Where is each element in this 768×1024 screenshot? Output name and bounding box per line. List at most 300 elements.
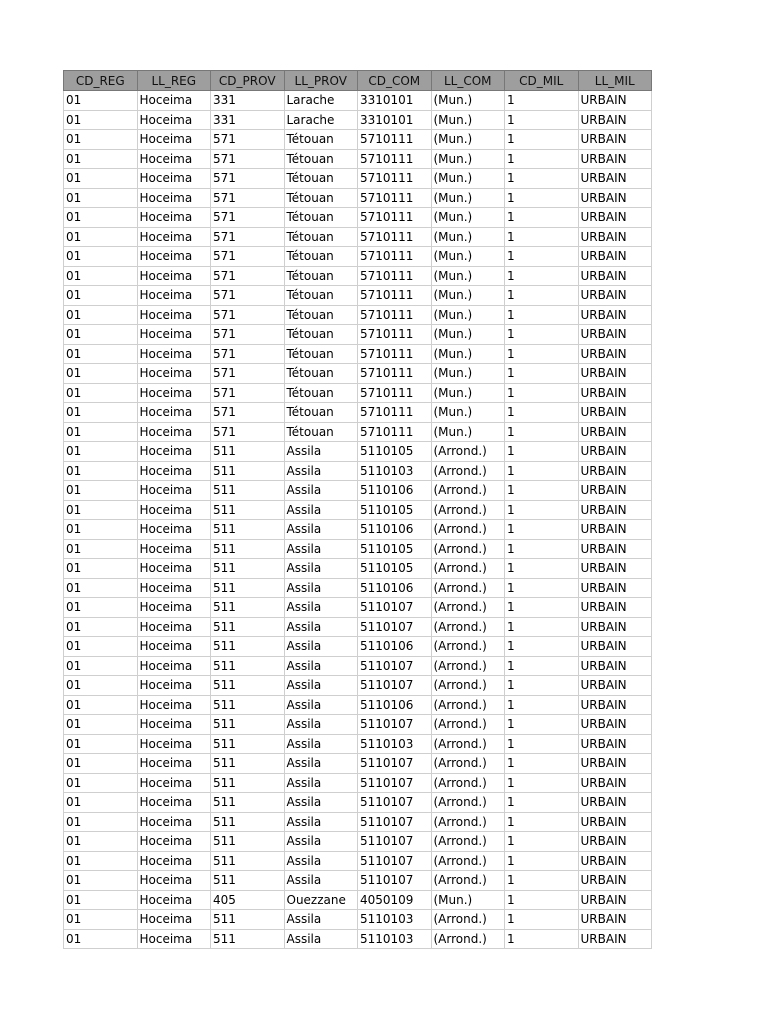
cell-cd-reg[interactable]: 01 <box>64 539 138 559</box>
cell-ll-com[interactable]: (Arrond.) <box>431 773 505 793</box>
cell-cd-com[interactable]: 5710111 <box>358 266 432 286</box>
cell-cd-mil[interactable]: 1 <box>505 149 579 169</box>
cell-ll-mil[interactable]: URBAIN <box>578 149 652 169</box>
cell-cd-reg[interactable]: 01 <box>64 286 138 306</box>
cell-ll-reg[interactable]: Hoceima <box>137 227 211 247</box>
cell-cd-mil[interactable]: 1 <box>505 793 579 813</box>
cell-cd-prov[interactable]: 571 <box>211 169 285 189</box>
cell-cd-mil[interactable]: 1 <box>505 773 579 793</box>
cell-ll-prov[interactable]: Tétouan <box>284 149 358 169</box>
cell-ll-mil[interactable]: URBAIN <box>578 422 652 442</box>
cell-ll-reg[interactable]: Hoceima <box>137 910 211 930</box>
cell-cd-reg[interactable]: 01 <box>64 637 138 657</box>
cell-cd-com[interactable]: 5110106 <box>358 481 432 501</box>
cell-cd-mil[interactable]: 1 <box>505 500 579 520</box>
cell-ll-reg[interactable]: Hoceima <box>137 773 211 793</box>
cell-cd-mil[interactable]: 1 <box>505 247 579 267</box>
cell-ll-com[interactable]: (Arrond.) <box>431 832 505 852</box>
cell-cd-prov[interactable]: 511 <box>211 559 285 579</box>
cell-ll-com[interactable]: (Arrond.) <box>431 520 505 540</box>
cell-cd-prov[interactable]: 571 <box>211 422 285 442</box>
cell-ll-mil[interactable]: URBAIN <box>578 812 652 832</box>
cell-ll-reg[interactable]: Hoceima <box>137 442 211 462</box>
cell-cd-prov[interactable]: 511 <box>211 812 285 832</box>
cell-ll-reg[interactable]: Hoceima <box>137 247 211 267</box>
cell-ll-prov[interactable]: Assila <box>284 520 358 540</box>
cell-ll-reg[interactable]: Hoceima <box>137 110 211 130</box>
cell-cd-mil[interactable]: 1 <box>505 617 579 637</box>
cell-ll-prov[interactable]: Tétouan <box>284 364 358 384</box>
column-header-cd-mil[interactable]: CD_MIL <box>505 71 579 91</box>
cell-cd-mil[interactable]: 1 <box>505 344 579 364</box>
cell-ll-reg[interactable]: Hoceima <box>137 520 211 540</box>
cell-ll-mil[interactable]: URBAIN <box>578 695 652 715</box>
cell-cd-prov[interactable]: 511 <box>211 793 285 813</box>
cell-cd-mil[interactable]: 1 <box>505 227 579 247</box>
cell-cd-prov[interactable]: 511 <box>211 676 285 696</box>
cell-ll-mil[interactable]: URBAIN <box>578 208 652 228</box>
cell-cd-reg[interactable]: 01 <box>64 793 138 813</box>
cell-ll-com[interactable]: (Arrond.) <box>431 637 505 657</box>
cell-cd-prov[interactable]: 511 <box>211 871 285 891</box>
cell-ll-prov[interactable]: Assila <box>284 793 358 813</box>
cell-ll-prov[interactable]: Assila <box>284 929 358 949</box>
cell-ll-prov[interactable]: Larache <box>284 91 358 111</box>
column-header-ll-prov[interactable]: LL_PROV <box>284 71 358 91</box>
cell-cd-prov[interactable]: 571 <box>211 247 285 267</box>
cell-ll-com[interactable]: (Mun.) <box>431 227 505 247</box>
cell-cd-prov[interactable]: 511 <box>211 754 285 774</box>
cell-ll-reg[interactable]: Hoceima <box>137 539 211 559</box>
cell-cd-mil[interactable]: 1 <box>505 520 579 540</box>
cell-ll-com[interactable]: (Mun.) <box>431 325 505 345</box>
cell-ll-prov[interactable]: Assila <box>284 773 358 793</box>
cell-ll-prov[interactable]: Assila <box>284 637 358 657</box>
cell-cd-mil[interactable]: 1 <box>505 695 579 715</box>
cell-ll-prov[interactable]: Assila <box>284 578 358 598</box>
cell-cd-reg[interactable]: 01 <box>64 773 138 793</box>
cell-ll-com[interactable]: (Arrond.) <box>431 695 505 715</box>
cell-cd-mil[interactable]: 1 <box>505 325 579 345</box>
cell-ll-mil[interactable]: URBAIN <box>578 403 652 423</box>
cell-ll-prov[interactable]: Assila <box>284 598 358 618</box>
cell-ll-reg[interactable]: Hoceima <box>137 617 211 637</box>
cell-ll-prov[interactable]: Assila <box>284 676 358 696</box>
cell-cd-mil[interactable]: 1 <box>505 130 579 150</box>
cell-cd-com[interactable]: 5110105 <box>358 539 432 559</box>
cell-cd-mil[interactable]: 1 <box>505 656 579 676</box>
cell-ll-reg[interactable]: Hoceima <box>137 676 211 696</box>
cell-ll-prov[interactable]: Assila <box>284 851 358 871</box>
cell-ll-prov[interactable]: Tétouan <box>284 403 358 423</box>
cell-ll-mil[interactable]: URBAIN <box>578 481 652 501</box>
cell-cd-reg[interactable]: 01 <box>64 715 138 735</box>
cell-cd-com[interactable]: 5110107 <box>358 754 432 774</box>
cell-ll-mil[interactable]: URBAIN <box>578 539 652 559</box>
cell-ll-mil[interactable]: URBAIN <box>578 266 652 286</box>
cell-ll-com[interactable]: (Mun.) <box>431 110 505 130</box>
cell-ll-mil[interactable]: URBAIN <box>578 617 652 637</box>
cell-ll-prov[interactable]: Tétouan <box>284 266 358 286</box>
cell-ll-com[interactable]: (Mun.) <box>431 344 505 364</box>
cell-cd-reg[interactable]: 01 <box>64 325 138 345</box>
cell-ll-reg[interactable]: Hoceima <box>137 286 211 306</box>
cell-cd-mil[interactable]: 1 <box>505 734 579 754</box>
cell-ll-reg[interactable]: Hoceima <box>137 481 211 501</box>
cell-cd-mil[interactable]: 1 <box>505 910 579 930</box>
cell-cd-reg[interactable]: 01 <box>64 754 138 774</box>
cell-ll-com[interactable]: (Arrond.) <box>431 500 505 520</box>
cell-ll-mil[interactable]: URBAIN <box>578 734 652 754</box>
cell-cd-com[interactable]: 5710111 <box>358 383 432 403</box>
cell-cd-prov[interactable]: 331 <box>211 91 285 111</box>
cell-ll-mil[interactable]: URBAIN <box>578 929 652 949</box>
cell-ll-mil[interactable]: URBAIN <box>578 110 652 130</box>
column-header-ll-mil[interactable]: LL_MIL <box>578 71 652 91</box>
cell-cd-reg[interactable]: 01 <box>64 520 138 540</box>
cell-ll-reg[interactable]: Hoceima <box>137 793 211 813</box>
cell-ll-com[interactable]: (Mun.) <box>431 247 505 267</box>
cell-ll-prov[interactable]: Tétouan <box>284 130 358 150</box>
cell-ll-com[interactable]: (Arrond.) <box>431 871 505 891</box>
cell-ll-prov[interactable]: Tétouan <box>284 227 358 247</box>
cell-cd-prov[interactable]: 511 <box>211 851 285 871</box>
cell-ll-mil[interactable]: URBAIN <box>578 130 652 150</box>
cell-ll-prov[interactable]: Assila <box>284 617 358 637</box>
cell-cd-reg[interactable]: 01 <box>64 578 138 598</box>
cell-ll-mil[interactable]: URBAIN <box>578 442 652 462</box>
cell-cd-prov[interactable]: 511 <box>211 695 285 715</box>
cell-cd-prov[interactable]: 511 <box>211 500 285 520</box>
cell-ll-prov[interactable]: Assila <box>284 715 358 735</box>
cell-ll-reg[interactable]: Hoceima <box>137 344 211 364</box>
cell-ll-com[interactable]: (Arrond.) <box>431 676 505 696</box>
cell-cd-com[interactable]: 5110107 <box>358 598 432 618</box>
cell-cd-reg[interactable]: 01 <box>64 169 138 189</box>
cell-cd-com[interactable]: 5110107 <box>358 676 432 696</box>
cell-ll-prov[interactable]: Tétouan <box>284 208 358 228</box>
cell-cd-mil[interactable]: 1 <box>505 539 579 559</box>
cell-ll-com[interactable]: (Mun.) <box>431 383 505 403</box>
cell-ll-mil[interactable]: URBAIN <box>578 715 652 735</box>
cell-cd-com[interactable]: 5710111 <box>358 305 432 325</box>
cell-cd-reg[interactable]: 01 <box>64 871 138 891</box>
cell-ll-com[interactable]: (Mun.) <box>431 130 505 150</box>
cell-ll-reg[interactable]: Hoceima <box>137 149 211 169</box>
cell-ll-com[interactable]: (Arrond.) <box>431 481 505 501</box>
cell-ll-prov[interactable]: Tétouan <box>284 344 358 364</box>
cell-cd-prov[interactable]: 571 <box>211 130 285 150</box>
cell-cd-com[interactable]: 5710111 <box>358 227 432 247</box>
cell-cd-com[interactable]: 5710111 <box>358 149 432 169</box>
cell-cd-com[interactable]: 5710111 <box>358 364 432 384</box>
cell-cd-reg[interactable]: 01 <box>64 695 138 715</box>
cell-cd-reg[interactable]: 01 <box>64 676 138 696</box>
cell-ll-reg[interactable]: Hoceima <box>137 695 211 715</box>
cell-cd-com[interactable]: 3310101 <box>358 91 432 111</box>
column-header-ll-com[interactable]: LL_COM <box>431 71 505 91</box>
cell-ll-com[interactable]: (Arrond.) <box>431 559 505 579</box>
cell-cd-com[interactable]: 5110106 <box>358 637 432 657</box>
cell-ll-mil[interactable]: URBAIN <box>578 461 652 481</box>
cell-cd-prov[interactable]: 511 <box>211 715 285 735</box>
cell-ll-mil[interactable]: URBAIN <box>578 578 652 598</box>
cell-cd-reg[interactable]: 01 <box>64 364 138 384</box>
cell-cd-prov[interactable]: 511 <box>211 617 285 637</box>
cell-cd-mil[interactable]: 1 <box>505 929 579 949</box>
cell-cd-mil[interactable]: 1 <box>505 110 579 130</box>
cell-cd-mil[interactable]: 1 <box>505 715 579 735</box>
cell-ll-reg[interactable]: Hoceima <box>137 364 211 384</box>
cell-ll-com[interactable]: (Mun.) <box>431 305 505 325</box>
cell-cd-mil[interactable]: 1 <box>505 559 579 579</box>
cell-cd-mil[interactable]: 1 <box>505 461 579 481</box>
cell-ll-reg[interactable]: Hoceima <box>137 929 211 949</box>
cell-ll-mil[interactable]: URBAIN <box>578 559 652 579</box>
cell-ll-reg[interactable]: Hoceima <box>137 851 211 871</box>
cell-ll-prov[interactable]: Assila <box>284 559 358 579</box>
cell-ll-mil[interactable]: URBAIN <box>578 851 652 871</box>
column-header-cd-reg[interactable]: CD_REG <box>64 71 138 91</box>
cell-cd-reg[interactable]: 01 <box>64 734 138 754</box>
cell-ll-mil[interactable]: URBAIN <box>578 793 652 813</box>
cell-cd-com[interactable]: 5110107 <box>358 715 432 735</box>
cell-ll-com[interactable]: (Mun.) <box>431 208 505 228</box>
cell-ll-mil[interactable]: URBAIN <box>578 520 652 540</box>
cell-cd-mil[interactable]: 1 <box>505 91 579 111</box>
cell-ll-mil[interactable]: URBAIN <box>578 773 652 793</box>
cell-ll-reg[interactable]: Hoceima <box>137 656 211 676</box>
cell-ll-reg[interactable]: Hoceima <box>137 871 211 891</box>
cell-cd-prov[interactable]: 571 <box>211 286 285 306</box>
cell-ll-prov[interactable]: Tétouan <box>284 247 358 267</box>
cell-ll-com[interactable]: (Arrond.) <box>431 851 505 871</box>
cell-cd-reg[interactable]: 01 <box>64 442 138 462</box>
cell-cd-prov[interactable]: 511 <box>211 832 285 852</box>
cell-ll-reg[interactable]: Hoceima <box>137 734 211 754</box>
cell-cd-prov[interactable]: 511 <box>211 520 285 540</box>
cell-ll-reg[interactable]: Hoceima <box>137 559 211 579</box>
cell-cd-mil[interactable]: 1 <box>505 851 579 871</box>
cell-ll-reg[interactable]: Hoceima <box>137 637 211 657</box>
cell-ll-reg[interactable]: Hoceima <box>137 208 211 228</box>
cell-cd-mil[interactable]: 1 <box>505 754 579 774</box>
cell-ll-prov[interactable]: Assila <box>284 734 358 754</box>
cell-cd-reg[interactable]: 01 <box>64 422 138 442</box>
cell-ll-reg[interactable]: Hoceima <box>137 188 211 208</box>
column-header-cd-com[interactable]: CD_COM <box>358 71 432 91</box>
cell-ll-mil[interactable]: URBAIN <box>578 637 652 657</box>
cell-ll-com[interactable]: (Mun.) <box>431 149 505 169</box>
cell-cd-prov[interactable]: 511 <box>211 578 285 598</box>
cell-ll-reg[interactable]: Hoceima <box>137 305 211 325</box>
cell-cd-reg[interactable]: 01 <box>64 383 138 403</box>
cell-cd-mil[interactable]: 1 <box>505 578 579 598</box>
cell-ll-mil[interactable]: URBAIN <box>578 910 652 930</box>
cell-cd-com[interactable]: 5110105 <box>358 500 432 520</box>
cell-cd-mil[interactable]: 1 <box>505 169 579 189</box>
cell-ll-com[interactable]: (Arrond.) <box>431 598 505 618</box>
cell-ll-com[interactable]: (Arrond.) <box>431 715 505 735</box>
cell-ll-mil[interactable]: URBAIN <box>578 247 652 267</box>
cell-cd-reg[interactable]: 01 <box>64 188 138 208</box>
cell-ll-reg[interactable]: Hoceima <box>137 715 211 735</box>
cell-ll-mil[interactable]: URBAIN <box>578 188 652 208</box>
cell-cd-prov[interactable]: 511 <box>211 442 285 462</box>
cell-cd-reg[interactable]: 01 <box>64 890 138 910</box>
cell-cd-reg[interactable]: 01 <box>64 403 138 423</box>
cell-cd-prov[interactable]: 571 <box>211 266 285 286</box>
cell-cd-com[interactable]: 5110107 <box>358 773 432 793</box>
cell-ll-com[interactable]: (Arrond.) <box>431 929 505 949</box>
cell-cd-mil[interactable]: 1 <box>505 266 579 286</box>
cell-cd-prov[interactable]: 571 <box>211 305 285 325</box>
cell-ll-prov[interactable]: Assila <box>284 695 358 715</box>
cell-cd-mil[interactable]: 1 <box>505 188 579 208</box>
cell-cd-com[interactable]: 5110107 <box>358 812 432 832</box>
cell-ll-com[interactable]: (Arrond.) <box>431 812 505 832</box>
cell-cd-mil[interactable]: 1 <box>505 871 579 891</box>
cell-cd-reg[interactable]: 01 <box>64 598 138 618</box>
cell-ll-mil[interactable]: URBAIN <box>578 169 652 189</box>
cell-ll-reg[interactable]: Hoceima <box>137 832 211 852</box>
cell-cd-com[interactable]: 5710111 <box>358 169 432 189</box>
cell-cd-com[interactable]: 5110106 <box>358 520 432 540</box>
cell-cd-com[interactable]: 5710111 <box>358 286 432 306</box>
cell-cd-mil[interactable]: 1 <box>505 481 579 501</box>
cell-cd-com[interactable]: 5710111 <box>358 403 432 423</box>
cell-ll-prov[interactable]: Ouezzane <box>284 890 358 910</box>
cell-cd-mil[interactable]: 1 <box>505 890 579 910</box>
cell-cd-com[interactable]: 5710111 <box>358 208 432 228</box>
cell-cd-prov[interactable]: 331 <box>211 110 285 130</box>
cell-cd-reg[interactable]: 01 <box>64 617 138 637</box>
cell-ll-com[interactable]: (Arrond.) <box>431 578 505 598</box>
cell-cd-reg[interactable]: 01 <box>64 91 138 111</box>
cell-ll-reg[interactable]: Hoceima <box>137 422 211 442</box>
cell-cd-reg[interactable]: 01 <box>64 266 138 286</box>
cell-ll-mil[interactable]: URBAIN <box>578 325 652 345</box>
cell-cd-com[interactable]: 5110107 <box>358 871 432 891</box>
cell-cd-com[interactable]: 5110107 <box>358 851 432 871</box>
cell-cd-mil[interactable]: 1 <box>505 208 579 228</box>
cell-ll-reg[interactable]: Hoceima <box>137 500 211 520</box>
cell-cd-com[interactable]: 5710111 <box>358 325 432 345</box>
cell-ll-prov[interactable]: Assila <box>284 910 358 930</box>
cell-ll-com[interactable]: (Arrond.) <box>431 734 505 754</box>
cell-ll-com[interactable]: (Arrond.) <box>431 442 505 462</box>
cell-ll-mil[interactable]: URBAIN <box>578 832 652 852</box>
cell-ll-prov[interactable]: Tétouan <box>284 422 358 442</box>
cell-cd-prov[interactable]: 571 <box>211 403 285 423</box>
cell-cd-com[interactable]: 5110103 <box>358 461 432 481</box>
cell-ll-reg[interactable]: Hoceima <box>137 91 211 111</box>
cell-ll-prov[interactable]: Tétouan <box>284 169 358 189</box>
cell-ll-reg[interactable]: Hoceima <box>137 403 211 423</box>
cell-ll-prov[interactable]: Tétouan <box>284 188 358 208</box>
cell-cd-com[interactable]: 5710111 <box>358 422 432 442</box>
cell-cd-com[interactable]: 5710111 <box>358 188 432 208</box>
cell-cd-prov[interactable]: 511 <box>211 539 285 559</box>
cell-ll-com[interactable]: (Arrond.) <box>431 617 505 637</box>
cell-ll-prov[interactable]: Assila <box>284 812 358 832</box>
cell-ll-reg[interactable]: Hoceima <box>137 598 211 618</box>
cell-ll-mil[interactable]: URBAIN <box>578 383 652 403</box>
cell-cd-com[interactable]: 4050109 <box>358 890 432 910</box>
cell-ll-prov[interactable]: Tétouan <box>284 286 358 306</box>
column-header-ll-reg[interactable]: LL_REG <box>137 71 211 91</box>
cell-ll-prov[interactable]: Tétouan <box>284 325 358 345</box>
cell-ll-com[interactable]: (Arrond.) <box>431 539 505 559</box>
cell-cd-reg[interactable]: 01 <box>64 851 138 871</box>
cell-ll-prov[interactable]: Assila <box>284 461 358 481</box>
cell-cd-com[interactable]: 5710111 <box>358 130 432 150</box>
cell-ll-reg[interactable]: Hoceima <box>137 578 211 598</box>
cell-cd-reg[interactable]: 01 <box>64 481 138 501</box>
cell-ll-prov[interactable]: Assila <box>284 754 358 774</box>
cell-cd-prov[interactable]: 511 <box>211 637 285 657</box>
cell-cd-com[interactable]: 3310101 <box>358 110 432 130</box>
cell-ll-prov[interactable]: Assila <box>284 500 358 520</box>
cell-cd-com[interactable]: 5110103 <box>358 910 432 930</box>
column-header-cd-prov[interactable]: CD_PROV <box>211 71 285 91</box>
cell-ll-mil[interactable]: URBAIN <box>578 305 652 325</box>
cell-cd-com[interactable]: 5110107 <box>358 617 432 637</box>
cell-cd-prov[interactable]: 405 <box>211 890 285 910</box>
cell-ll-com[interactable]: (Mun.) <box>431 188 505 208</box>
cell-ll-mil[interactable]: URBAIN <box>578 91 652 111</box>
cell-ll-mil[interactable]: URBAIN <box>578 598 652 618</box>
cell-cd-reg[interactable]: 01 <box>64 812 138 832</box>
cell-cd-mil[interactable]: 1 <box>505 305 579 325</box>
cell-cd-com[interactable]: 5710111 <box>358 344 432 364</box>
cell-ll-com[interactable]: (Mun.) <box>431 422 505 442</box>
cell-ll-prov[interactable]: Assila <box>284 442 358 462</box>
cell-cd-reg[interactable]: 01 <box>64 227 138 247</box>
cell-cd-reg[interactable]: 01 <box>64 208 138 228</box>
cell-cd-reg[interactable]: 01 <box>64 656 138 676</box>
cell-cd-mil[interactable]: 1 <box>505 422 579 442</box>
cell-ll-reg[interactable]: Hoceima <box>137 461 211 481</box>
cell-ll-reg[interactable]: Hoceima <box>137 325 211 345</box>
cell-ll-prov[interactable]: Assila <box>284 832 358 852</box>
cell-cd-prov[interactable]: 511 <box>211 461 285 481</box>
cell-cd-reg[interactable]: 01 <box>64 559 138 579</box>
cell-cd-reg[interactable]: 01 <box>64 500 138 520</box>
cell-ll-mil[interactable]: URBAIN <box>578 871 652 891</box>
cell-ll-reg[interactable]: Hoceima <box>137 754 211 774</box>
cell-cd-prov[interactable]: 511 <box>211 929 285 949</box>
cell-ll-mil[interactable]: URBAIN <box>578 656 652 676</box>
cell-ll-mil[interactable]: URBAIN <box>578 754 652 774</box>
cell-cd-mil[interactable]: 1 <box>505 286 579 306</box>
cell-ll-com[interactable]: (Arrond.) <box>431 754 505 774</box>
cell-cd-reg[interactable]: 01 <box>64 832 138 852</box>
cell-cd-reg[interactable]: 01 <box>64 344 138 364</box>
cell-cd-prov[interactable]: 511 <box>211 910 285 930</box>
cell-cd-mil[interactable]: 1 <box>505 383 579 403</box>
cell-ll-mil[interactable]: URBAIN <box>578 364 652 384</box>
cell-cd-com[interactable]: 5110105 <box>358 442 432 462</box>
cell-cd-prov[interactable]: 511 <box>211 598 285 618</box>
cell-ll-reg[interactable]: Hoceima <box>137 383 211 403</box>
cell-cd-mil[interactable]: 1 <box>505 403 579 423</box>
cell-cd-prov[interactable]: 571 <box>211 227 285 247</box>
cell-ll-reg[interactable]: Hoceima <box>137 266 211 286</box>
cell-cd-mil[interactable]: 1 <box>505 812 579 832</box>
cell-ll-prov[interactable]: Assila <box>284 539 358 559</box>
cell-ll-mil[interactable]: URBAIN <box>578 890 652 910</box>
